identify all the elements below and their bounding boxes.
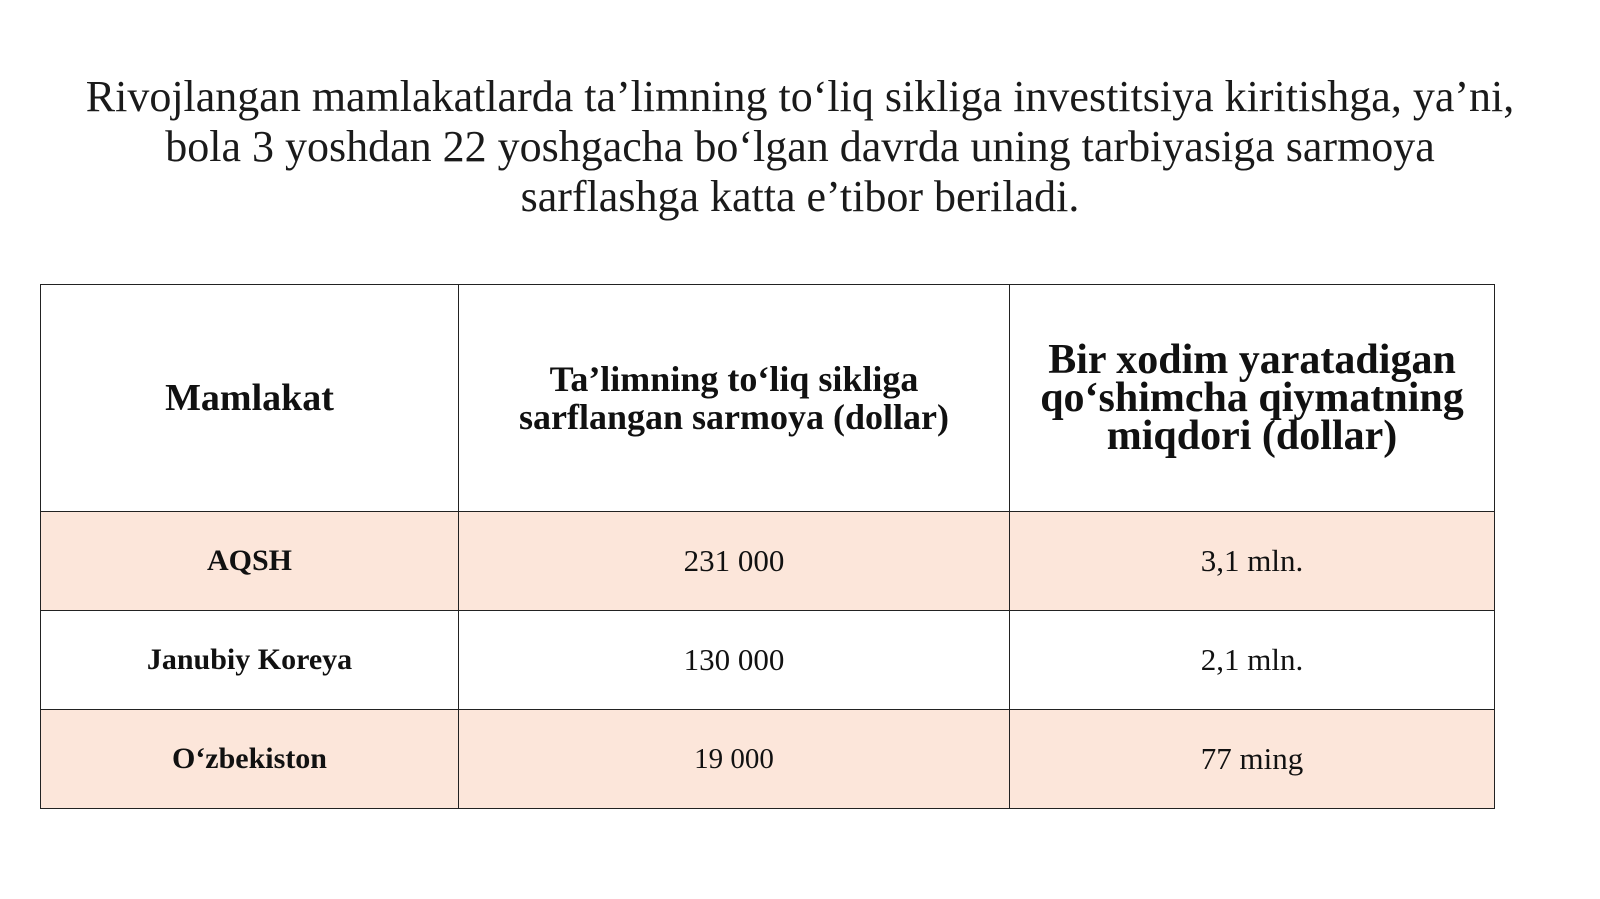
- cell-value-added: 3,1 mln.: [1010, 512, 1495, 611]
- cell-country: Janubiy Koreya: [41, 611, 459, 710]
- cell-country: O‘zbekiston: [41, 710, 459, 809]
- data-table-container: [40, 284, 1495, 809]
- cell-investment: 231 000: [459, 512, 1010, 611]
- table-header-row: [41, 285, 1495, 512]
- table-row: [41, 710, 1495, 809]
- header-value-added: Bir xodim yaratadigan qo‘shimcha qiymatning miqdori (dollar): [1010, 285, 1495, 512]
- header-investment: Ta’limning to‘liq sikliga sarflangan sarmoya (dollar): [459, 285, 1010, 512]
- header-country: Mamlakat: [41, 285, 459, 512]
- table-row: [41, 512, 1495, 611]
- cell-investment: 130 000: [459, 611, 1010, 710]
- cell-investment: 19 000: [459, 710, 1010, 809]
- table-row: [41, 611, 1495, 710]
- cell-value-added: 77 ming: [1010, 710, 1495, 809]
- cell-value-added: 2,1 mln.: [1010, 611, 1495, 710]
- intro-paragraph: Rivojlangan mamlakatlarda ta’limning to‘liq sikliga investitsiya kiritishga, ya’ni, bola 3 yoshdan 22 yoshgacha bo‘lgan davrda uning tarbiyasiga sarmoya sarflashga katta e’tibor beriladi.: [85, 72, 1515, 221]
- cell-country: AQSH: [41, 512, 459, 611]
- investment-table: [40, 284, 1495, 809]
